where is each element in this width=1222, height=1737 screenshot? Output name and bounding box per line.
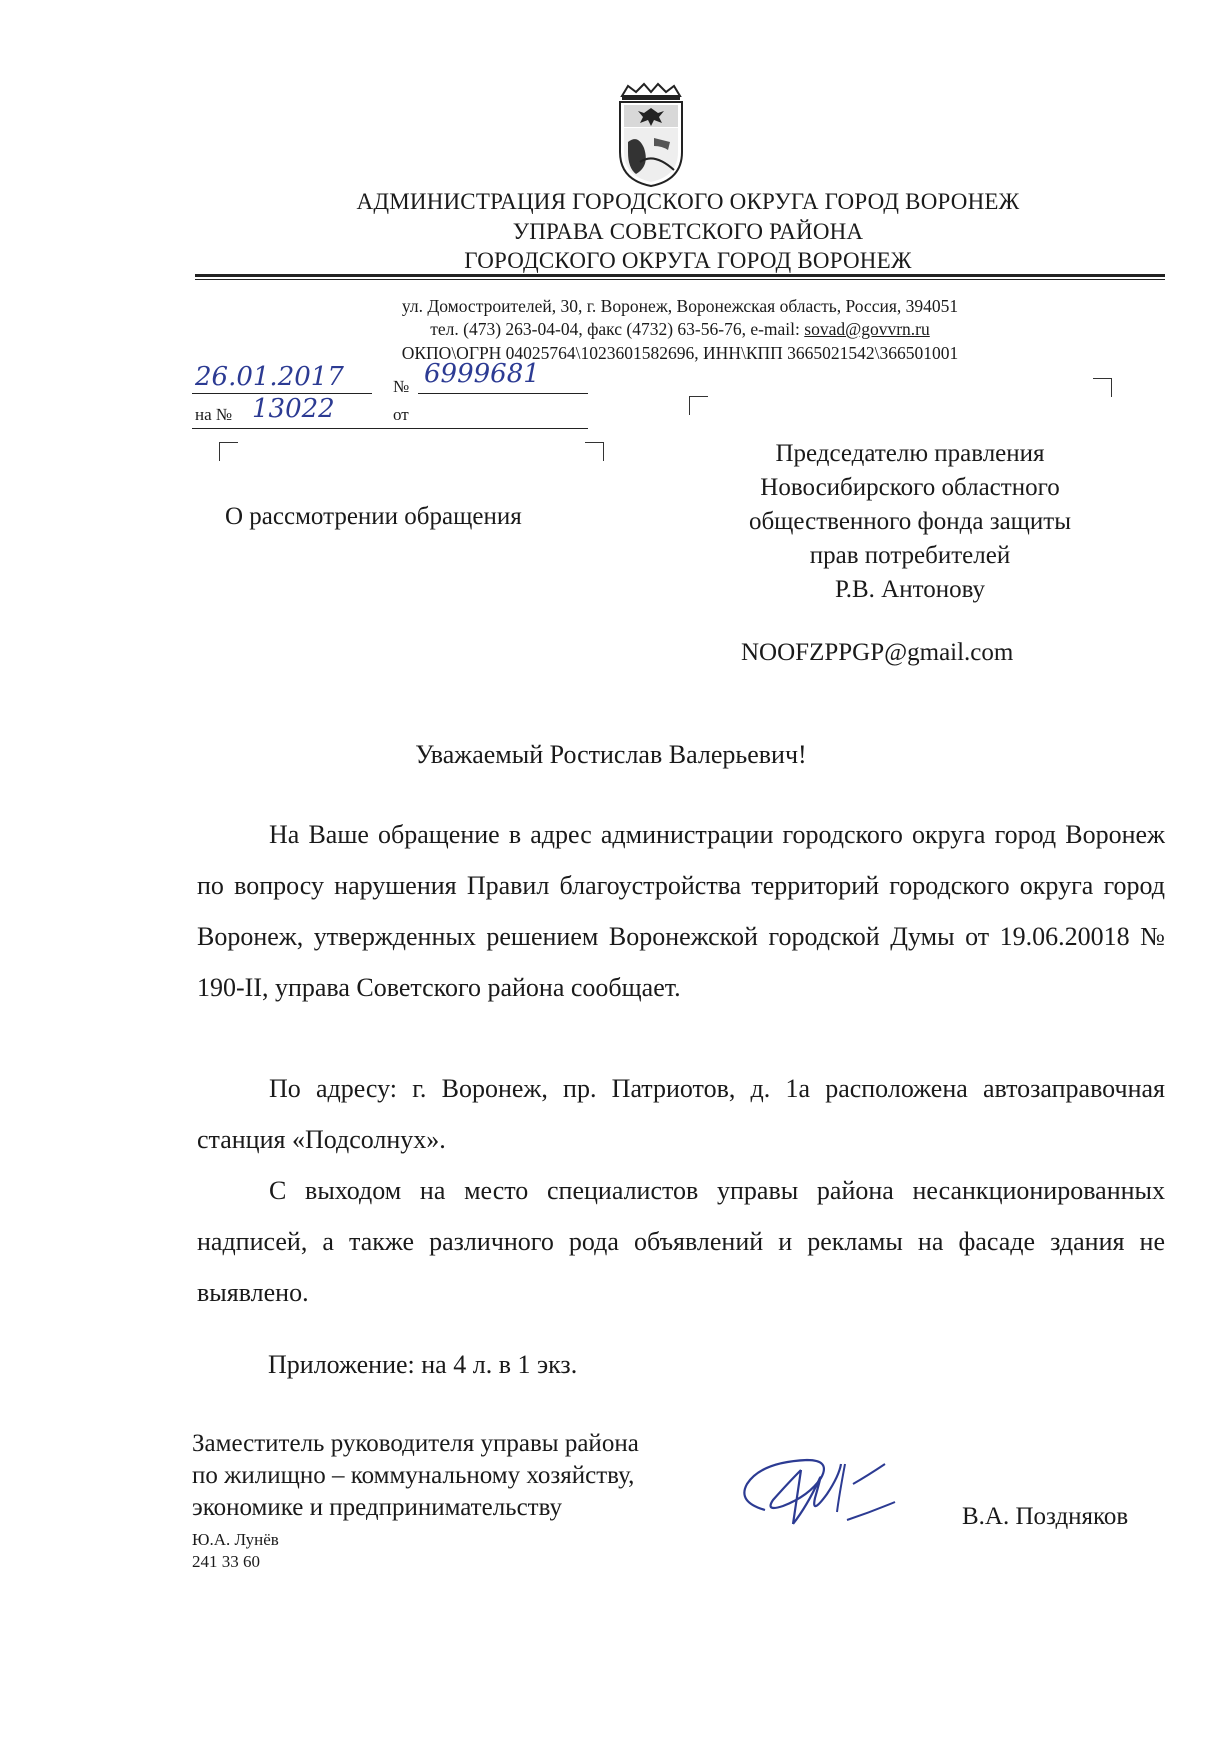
signatory-name: В.А. Поздняков	[962, 1503, 1129, 1530]
recipient-line-1: Председателю правления	[775, 440, 1045, 467]
body-paragraph-1	[197, 809, 1165, 1013]
body-paragraph-3	[197, 1165, 1165, 1318]
signatory-position-line-3: экономике и предпринимательству	[192, 1494, 563, 1521]
subject-corner-right	[585, 442, 604, 461]
org-title-line-1: АДМИНИСТРАЦИЯ ГОРОДСКОГО ОКРУГА ГОРОД ВОРОНЕЖ	[356, 189, 1020, 214]
executor-name: Ю.А. Лунёв	[192, 1530, 279, 1549]
recipient-line-4: прав потребителей	[809, 542, 1011, 569]
org-address: ул. Домостроителей, 30, г. Воронеж, Воронежская область, Россия, 394051	[401, 296, 959, 316]
recipient-line-3: общественного фонда защиты	[748, 508, 1072, 535]
org-title-line-3: ГОРОДСКОГО ОКРУГА ГОРОД ВОРОНЕЖ	[464, 248, 912, 273]
executor-info	[192, 1529, 279, 1573]
recipient-corner-left	[689, 396, 708, 415]
handwritten-signature	[735, 1440, 905, 1545]
doc-number-underline	[418, 393, 588, 394]
reference-underline	[192, 428, 588, 429]
org-title-line-2: УПРАВА СОВЕТСКОГО РАЙОНА	[512, 219, 864, 244]
org-codes: ОКПО\ОГРН 04025764\1023601582696, ИНН\КПП 3665021542\366501001	[401, 343, 959, 363]
handwritten-doc-number: 6999681	[424, 359, 540, 389]
subject-corner-left	[219, 442, 238, 461]
body-paragraph-2	[197, 1063, 1165, 1165]
attachment-note: Приложение: на 4 л. в 1 экз.	[268, 1350, 578, 1379]
recipient-corner-right	[1093, 378, 1112, 397]
signatory-position-line-1: Заместитель руководителя управы района	[192, 1430, 639, 1457]
reference-number-label: на №	[195, 405, 233, 424]
signatory-position	[192, 1428, 639, 1524]
reference-from-label: от	[393, 405, 409, 424]
header-divider-thin	[195, 279, 1165, 280]
handwritten-date: 26.01.2017	[195, 362, 344, 392]
body-paragraph-3-text: С выходом на место специалистов управы района несанкционированных надписей, а также различного рода объявлений и рекламы на фасаде здания не выявлено.	[197, 1176, 1165, 1307]
recipient-name: Р.В. Антонову	[834, 576, 986, 603]
org-email-link[interactable]: sovad@govvrn.ru	[804, 319, 930, 339]
recipient-block	[660, 437, 1160, 607]
executor-phone: 241 33 60	[192, 1552, 260, 1571]
coat-of-arms-emblem	[614, 82, 688, 188]
greeting: Уважаемый Ростислав Валерьевич!	[415, 740, 807, 769]
body-paragraph-2-text: По адресу: г. Воронеж, пр. Патриотов, д. 1а расположена автозаправочная станция «Подсолнух».	[197, 1074, 1165, 1154]
org-phone-fax: тел. (473) 263-04-04, факс (4732) 63-56-76, e-mail:	[430, 319, 805, 339]
letter-subject: О рассмотрении обращения	[225, 503, 522, 530]
recipient-email: NOOFZPPGP@gmail.com	[741, 639, 1014, 666]
body-paragraph-1-text: На Ваше обращение в адрес администрации городского округа город Воронеж по вопросу нарушения Правил благоустройства территорий городского округа город Воронеж, утвержденных решением Воронежской городской Думы от 19.06.20018 № 190-II, управа Советского района сообщает.	[197, 820, 1165, 1002]
signatory-position-line-2: по жилищно – коммунальному хозяйству,	[192, 1462, 635, 1489]
handwritten-reference-number: 13022	[252, 394, 335, 424]
doc-number-label: №	[393, 377, 410, 396]
header-divider-thick	[195, 274, 1165, 277]
org-contacts	[300, 319, 1060, 340]
recipient-line-2: Новосибирского областного	[760, 474, 1060, 501]
